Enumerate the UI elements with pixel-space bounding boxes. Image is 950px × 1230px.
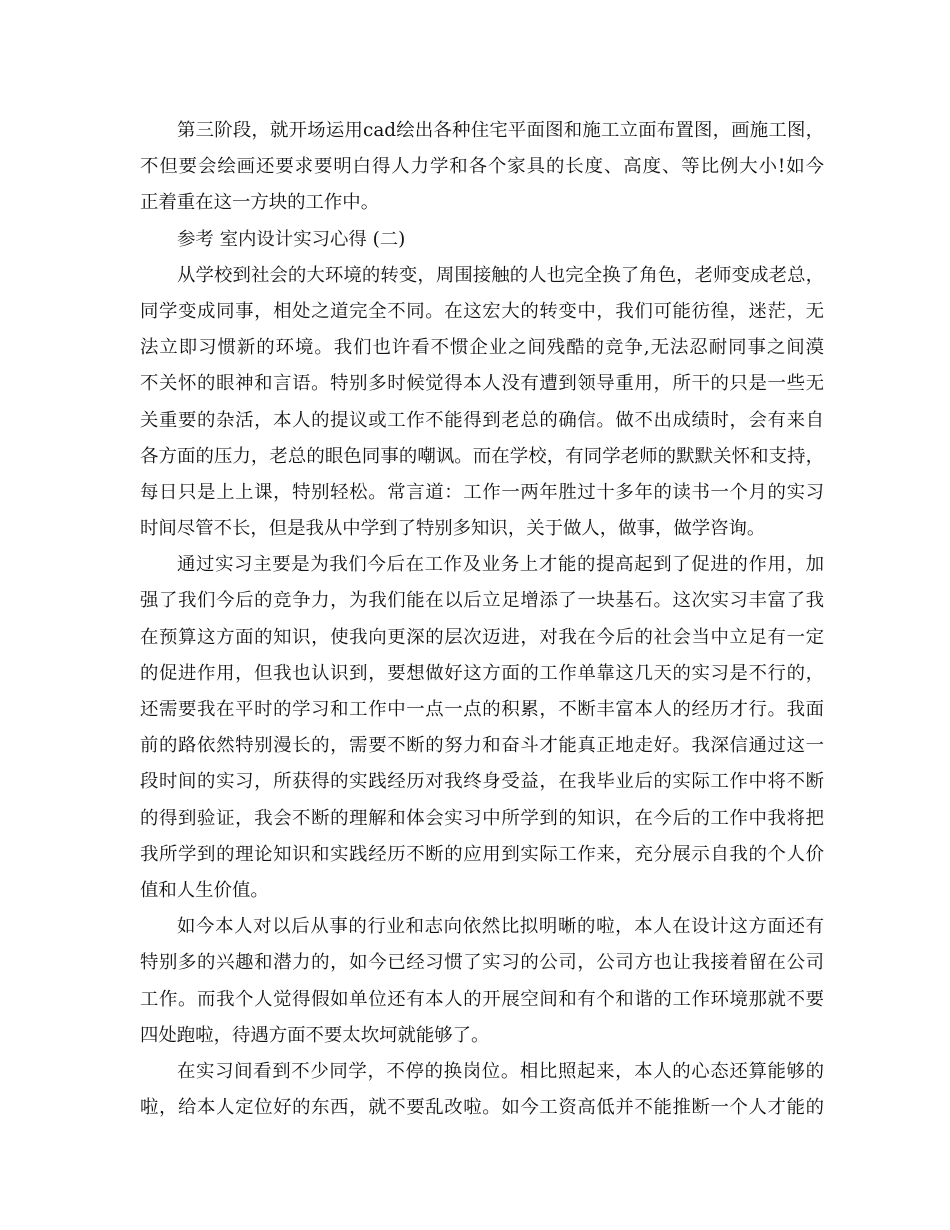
paragraph-4-line-5: 还需要我在平时的学习和工作中一点一点的积累，不断丰富本人的经历才行。我面 bbox=[140, 699, 824, 720]
paragraph-1-line-2: 不但要会绘画还要求要明白得人力学和各个家具的长度、高度、等比例大小!如今 bbox=[140, 156, 824, 178]
paragraph-3-line-6: 各方面的压力，老总的眼色同事的嘲讽。而在学校，有同学老师的默默关怀和支持， bbox=[140, 445, 824, 467]
paragraph-4-line-7: 段时间的实习，所获得的实践经历对我终身受益，在我毕业后的实际工作中将不断 bbox=[140, 771, 824, 793]
paragraph-6-line-2: 啦，给本人定位好的东西，就不要乱改啦。如今工资高低并不能推断一个人才能的 bbox=[140, 1097, 824, 1119]
paragraph-3-line-5: 关重要的杂活，本人的提议或工作不能得到老总的确信。做不出成绩时，会有来自 bbox=[140, 409, 824, 431]
section-heading: 参考 室内设计实习心得 (二) bbox=[177, 228, 406, 250]
paragraph-4-line-8: 的得到验证，我会不断的理解和体会实习中所学到的知识，在今后的工作中我将把 bbox=[140, 807, 824, 829]
paragraph-4-line-4: 的促进作用，但我也认识到，要想做好这方面的工作单靠这几天的实习是不行的， bbox=[140, 662, 824, 684]
paragraph-5-line-1: 如今本人对以后从事的行业和志向依然比拟明晰的啦，本人在设计这方面还有 bbox=[177, 916, 824, 938]
paragraph-5-line-4: 四处跑啦，待遇方面不要太坎坷就能够了。 bbox=[140, 1024, 490, 1046]
paragraph-3-line-3: 法立即习惯新的环境。我们也许看不惯企业之间残酷的竞争,无法忍耐同事之间漠 bbox=[140, 337, 824, 359]
paragraph-5-line-2: 特别多的兴趣和潜力的，如今已经习惯了实习的公司，公司方也让我接着留在公司 bbox=[140, 952, 824, 974]
paragraph-4-line-1: 通过实习主要是为我们今后在工作及业务上才能的提高起到了促进的作用，加 bbox=[177, 554, 824, 576]
paragraph-6-line-1: 在实习间看到不少同学，不停的换岗位。相比照起来，本人的心态还算能够的 bbox=[177, 1060, 824, 1082]
paragraph-5-line-3: 工作。而我个人觉得假如单位还有本人的开展空间和有个和谐的工作环境那就不要 bbox=[140, 988, 824, 1010]
paragraph-4-line-9: 我所学到的理论知识和实践经历不断的应用到实际工作来，充分展示自我的个人价 bbox=[140, 843, 824, 865]
paragraph-1-line-3: 正着重在这一方块的工作中。 bbox=[140, 192, 380, 214]
paragraph-3-line-4: 不关怀的眼神和言语。特别多时候觉得本人没有遭到领导重用，所干的只是一些无 bbox=[140, 373, 824, 395]
paragraph-4-line-6: 前的路依然特别漫长的，需要不断的努力和奋斗才能真正地走好。我深信通过这一 bbox=[140, 735, 824, 757]
paragraph-4-line-3: 在预算这方面的知识，使我向更深的层次迈进，对我在今后的社会当中立足有一定 bbox=[140, 626, 824, 648]
paragraph-3-line-1: 从学校到社会的大环境的转变，周围接触的人也完全换了角色，老师变成老总， bbox=[177, 264, 824, 286]
paragraph-4-line-2: 强了我们今后的竞争力，为我们能在以后立足增添了一块基石。这次实习丰富了我 bbox=[140, 590, 824, 612]
paragraph-3-line-8: 时间尽管不长，但是我从中学到了特别多知识，关于做人，做事，做学咨询。 bbox=[140, 518, 766, 540]
paragraph-4-line-10: 值和人生价值。 bbox=[140, 879, 269, 901]
paragraph-3-line-7: 每日只是上上课，特别轻松。常言道：工作一两年胜过十多年的读书一个月的实习 bbox=[140, 481, 824, 503]
document-body bbox=[140, 113, 824, 1126]
paragraph-3-line-2: 同学变成同事，相处之道完全不同。在这宏大的转变中，我们可能彷徨，迷茫，无 bbox=[140, 300, 824, 322]
paragraph-1-line-1: 第三阶段，就开场运用cad绘出各种住宅平面图和施工立面布置图，画施工图， bbox=[177, 120, 824, 141]
